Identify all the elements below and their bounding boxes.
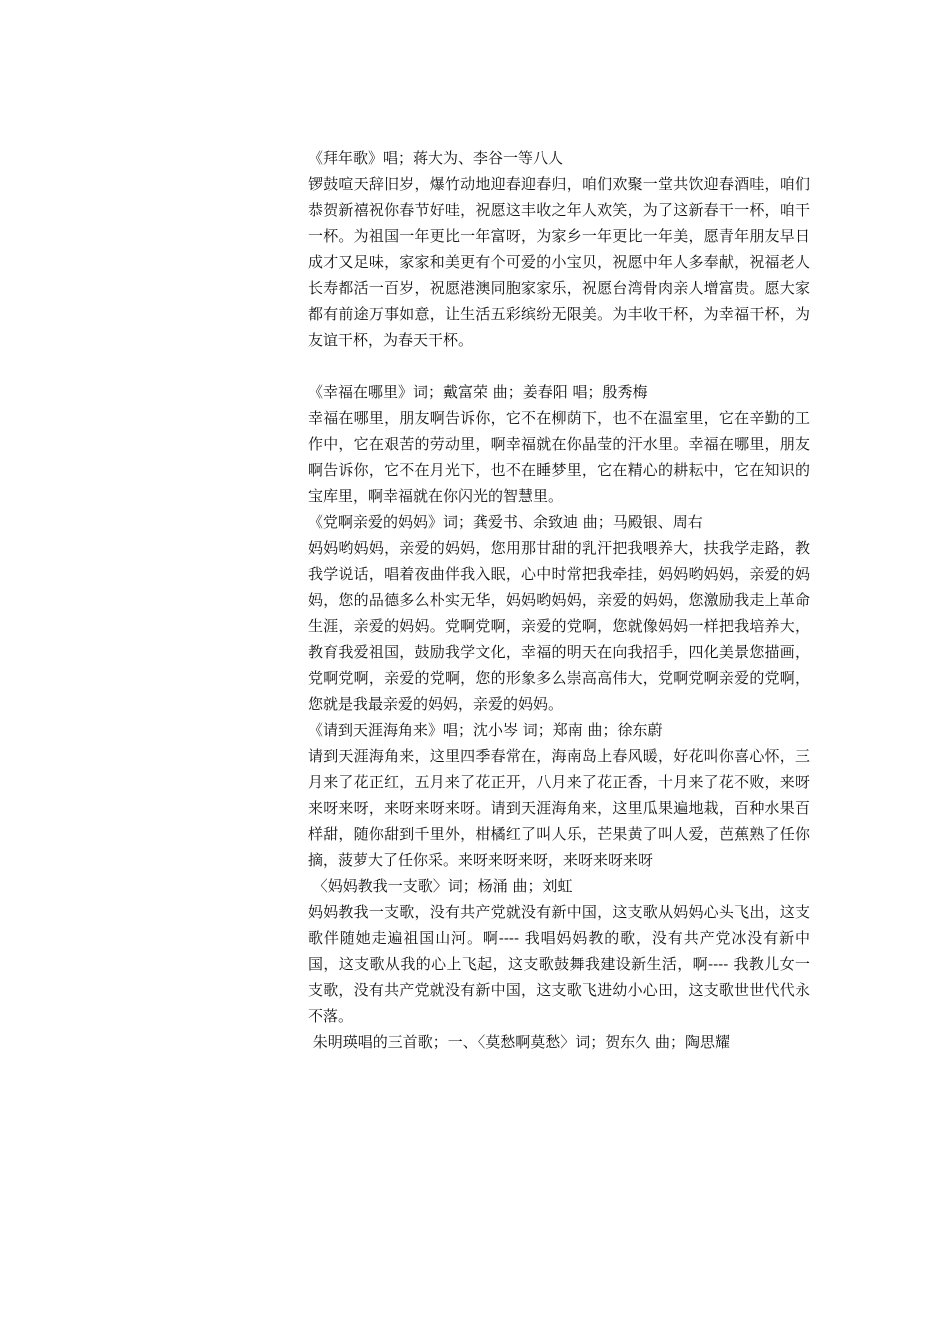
song-lyrics-tianya: 请到天涯海角来，这里四季春常在，海南岛上春风暖，好花叫你喜心怀，三月来了花正红，五月来了花正开，八月来了花正香，十月来了花不败，来呀来呀来呀，来呀来呀来呀。请到天涯海角来，这里瓜果遍地栽，百种水果百样甜，随你甜到千里外，柑橘红了叫人乐，芒果黄了叫人爱，芭蕉熟了任你摘，菠萝大了任你采。来呀来呀来呀，来呀来呀来呀 — [308, 747, 810, 869]
paragraph-gap — [308, 353, 810, 379]
song-lyrics-dang-mama: 妈妈哟妈妈，亲爱的妈妈，您用那甘甜的乳汗把我喂养大，扶我学走路，教我学说话，唱着夜曲伴我入眠，心中时常把我牵挂，妈妈哟妈妈，亲爱的妈妈，您的品德多么朴实无华，妈妈哟妈妈，亲爱的妈妈，您激励我走上革命生涯，亲爱的妈妈。党啊党啊，亲爱的党啊，您就像妈妈一样把我培养大，教育我爱祖国，鼓励我学文化，幸福的明天在向我招手，四化美景您描画，党啊党啊，亲爱的党啊，您的形象多么崇高高伟大，党啊党啊亲爱的党啊，您就是我最亲爱的妈妈，亲爱的妈妈。 — [308, 539, 810, 713]
song-heading-dang-mama: 《党啊亲爱的妈妈》词；龚爱书、余致迪 曲；马殿银、周右 — [308, 513, 703, 531]
song-lyrics-mama-ge: 妈妈教我一支歌，没有共产党就没有新中国，这支歌从妈妈心头飞出，这支歌伴随她走遍祖国山河。啊---- 我唱妈妈教的歌，没有共产党冰没有新中国，这支歌从我的心上飞起，这支歌鼓舞我建设新生活，啊---- 我教儿女一支歌，没有共产党就没有新中国，这支歌飞进幼小心田，这支歌世世代代永不落。 — [308, 903, 810, 1025]
song-heading-mama-ge: 〈妈妈教我一支歌〉词；杨涌 曲；刘虹 — [308, 877, 573, 895]
document-page — [308, 145, 810, 1055]
song-heading-tianya: 《请到天涯海角来》唱；沈小岑 词；郑南 曲；徐东蔚 — [308, 721, 663, 739]
song-lyrics-bainian: 锣鼓喧天辞旧岁，爆竹动地迎春迎春归，咱们欢聚一堂共饮迎春酒哇，咱们恭贺新禧祝你春节好哇，祝愿这丰收之年人欢笑，为了这新春干一杯，咱干一杯。为祖国一年更比一年富呀，为家乡一年更比一年美，愿青年朋友早日成才又足味，家家和美更有个可爱的小宝贝，祝愿中年人多奉献，祝福老人长寿都活一百岁，祝愿港澳同胞家家乐，祝愿台湾骨肉亲人增富贵。愿大家都有前途万事如意，让生活五彩缤纷无限美。为丰收干杯，为幸福干杯，为友谊干杯，为春天干杯。 — [308, 175, 810, 349]
song-heading-zhu-mingying: 朱明瑛唱的三首歌；一、〈莫愁啊莫愁〉词；贺东久 曲；陶思耀 — [308, 1033, 731, 1051]
song-heading-xingfu: 《幸福在哪里》词；戴富荣 曲；姜春阳 唱；殷秀梅 — [308, 383, 648, 401]
song-lyrics-xingfu: 幸福在哪里，朋友啊告诉你，它不在柳荫下，也不在温室里，它在辛勤的工作中，它在艰苦的劳动里，啊幸福就在你晶莹的汗水里。幸福在哪里，朋友啊告诉你，它不在月光下，也不在睡梦里，它在精心的耕耘中，它在知识的宝库里，啊幸福就在你闪光的智慧里。 — [308, 409, 810, 505]
song-heading-bainian: 《拜年歌》唱；蒋大为、李谷一等八人 — [308, 149, 564, 167]
